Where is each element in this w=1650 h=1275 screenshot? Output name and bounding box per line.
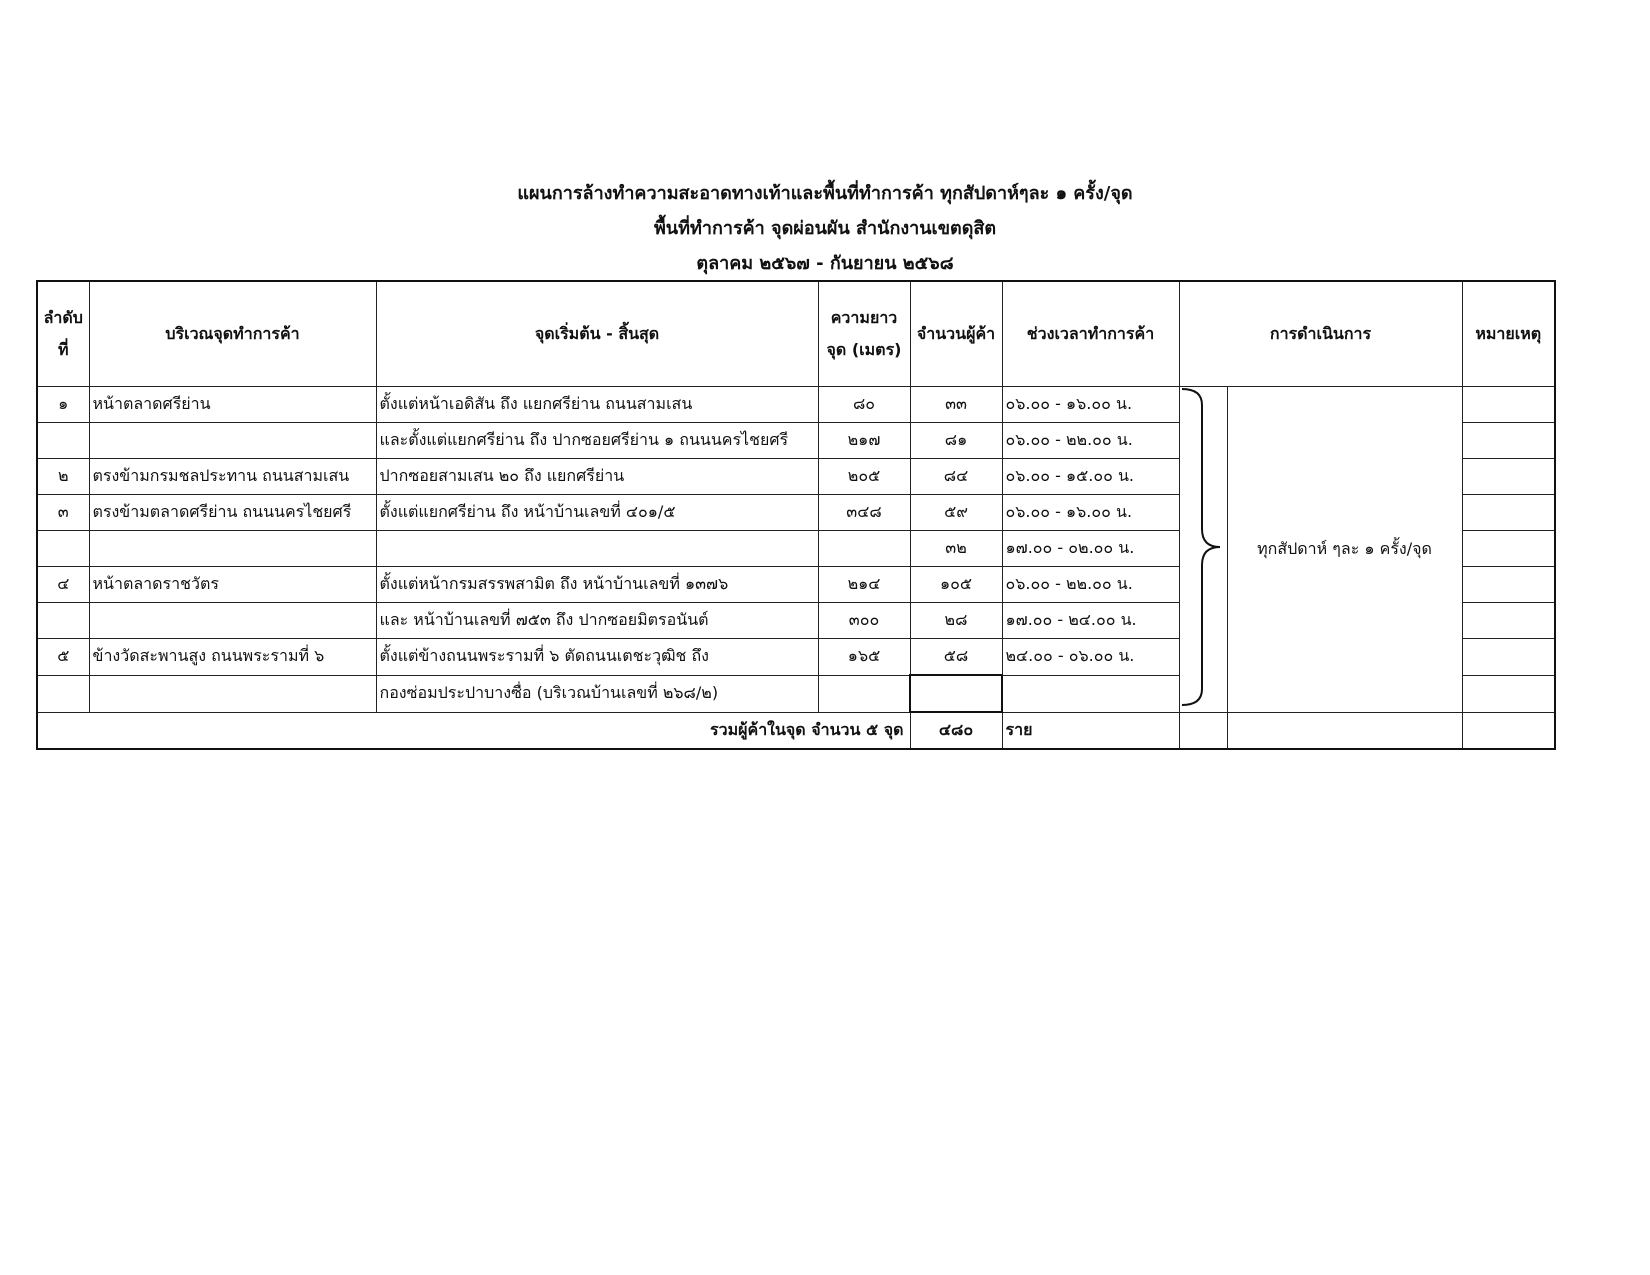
row-area	[89, 423, 376, 459]
row-vendors: ๘๔	[910, 459, 1002, 495]
row-no: ๔	[37, 567, 89, 603]
row-time: ๑๗.๐๐ - ๒๔.๐๐ น.	[1002, 603, 1179, 639]
row-area	[89, 675, 376, 712]
total-empty-cell	[1179, 712, 1227, 749]
row-vendors: ๘๑	[910, 423, 1002, 459]
row-area: หน้าตลาดราชวัตร	[89, 567, 376, 603]
header-length: ความยาวจุด (เมตร)	[818, 281, 910, 387]
row-remark	[1462, 531, 1555, 567]
row-length: ๒๐๕	[818, 459, 910, 495]
document-title-block	[0, 176, 1650, 281]
row-remark	[1462, 423, 1555, 459]
total-empty-cell	[1462, 712, 1555, 749]
total-row	[37, 712, 1555, 749]
total-unit: ราย	[1002, 712, 1179, 749]
row-range: ตั้งแต่แยกศรีย่าน ถึง หน้าบ้านเลขที่ ๔๐๑/๕	[376, 495, 818, 531]
row-area: หน้าตลาดศรีย่าน	[89, 387, 376, 423]
cleaning-plan-table	[36, 280, 1556, 750]
row-vendors: ๒๘	[910, 603, 1002, 639]
row-range: และตั้งแต่แยกศรีย่าน ถึง ปากซอยศรีย่าน ๑ ถนนนครไชยศรี	[376, 423, 818, 459]
title-line-1: แผนการล้างทำความสะอาดทางเท้าและพื้นที่ทำการค้า ทุกสัปดาห์ๆละ ๑ ครั้ง/จุด	[517, 183, 1133, 204]
title-line-2: พื้นที่ทำการค้า จุดผ่อนผัน สำนักงานเขตดุสิต	[653, 218, 997, 239]
row-area: ตรงข้ามตลาดศรีย่าน ถนนนครไชยศรี	[89, 495, 376, 531]
row-no	[37, 675, 89, 712]
row-remark	[1462, 603, 1555, 639]
total-empty-cell	[1227, 712, 1462, 749]
row-no: ๕	[37, 639, 89, 676]
row-no: ๒	[37, 459, 89, 495]
header-row	[37, 281, 1555, 387]
row-vendors: ๑๐๕	[910, 567, 1002, 603]
row-no	[37, 423, 89, 459]
row-time: ๐๖.๐๐ - ๑๕.๐๐ น.	[1002, 459, 1179, 495]
row-range	[376, 531, 818, 567]
curly-brace-icon	[1180, 387, 1228, 707]
row-time: ๒๔.๐๐ - ๐๖.๐๐ น.	[1002, 639, 1179, 676]
row-vendors: ๕๙	[910, 495, 1002, 531]
header-vendors: จำนวนผู้ค้า	[910, 281, 1002, 387]
total-value: ๔๘๐	[910, 712, 1002, 749]
row-time: ๑๗.๐๐ - ๐๒.๐๐ น.	[1002, 531, 1179, 567]
row-remark	[1462, 675, 1555, 712]
brace-cell	[1179, 387, 1227, 713]
header-action: การดำเนินการ	[1179, 281, 1462, 387]
row-vendors: ๕๘	[910, 639, 1002, 676]
row-time: ๐๖.๐๐ - ๒๒.๐๐ น.	[1002, 567, 1179, 603]
row-length	[818, 675, 910, 712]
header-remark: หมายเหตุ	[1462, 281, 1555, 387]
row-length: ๒๑๗	[818, 423, 910, 459]
row-vendors: ๓๓	[910, 387, 1002, 423]
row-time: ๐๖.๐๐ - ๑๖.๐๐ น.	[1002, 387, 1179, 423]
row-range: ตั้งแต่หน้ากรมสรรพสามิต ถึง หน้าบ้านเลขที่ ๑๓๗๖	[376, 567, 818, 603]
row-length: ๒๑๔	[818, 567, 910, 603]
row-area	[89, 531, 376, 567]
row-no	[37, 531, 89, 567]
row-length: ๑๖๕	[818, 639, 910, 676]
row-time: ๐๖.๐๐ - ๑๖.๐๐ น.	[1002, 495, 1179, 531]
row-remark	[1462, 459, 1555, 495]
row-length: ๓๐๐	[818, 603, 910, 639]
table-row	[37, 387, 1555, 423]
row-area	[89, 603, 376, 639]
row-length: ๘๐	[818, 387, 910, 423]
row-no	[37, 603, 89, 639]
header-area: บริเวณจุดทำการค้า	[89, 281, 376, 387]
row-no: ๓	[37, 495, 89, 531]
total-label: รวมผู้ค้าในจุด จำนวน ๕ จุด	[37, 712, 910, 749]
row-remark	[1462, 567, 1555, 603]
header-time: ช่วงเวลาทำการค้า	[1002, 281, 1179, 387]
title-line-3: ตุลาคม ๒๕๖๗ - กันยายน ๒๕๖๘	[696, 253, 954, 274]
row-range: และ หน้าบ้านเลขที่ ๗๕๓ ถึง ปากซอยมิตรอนันต์	[376, 603, 818, 639]
row-range: กองซ่อมประปาบางซื่อ (บริเวณบ้านเลขที่ ๒๖๘/๒)	[376, 675, 818, 712]
row-no: ๑	[37, 387, 89, 423]
row-range: ตั้งแต่ข้างถนนพระรามที่ ๖ ตัดถนนเตชะวุฒิช ถึง	[376, 639, 818, 676]
row-area: ตรงข้ามกรมชลประทาน ถนนสามเสน	[89, 459, 376, 495]
row-time	[1002, 675, 1179, 712]
row-vendors	[910, 675, 1002, 712]
action-frequency: ทุกสัปดาห์ ๆละ ๑ ครั้ง/จุด	[1227, 387, 1462, 713]
row-length: ๓๔๘	[818, 495, 910, 531]
row-remark	[1462, 639, 1555, 676]
header-no: ลำดับที่	[37, 281, 89, 387]
row-remark	[1462, 387, 1555, 423]
header-range: จุดเริ่มต้น - สิ้นสุด	[376, 281, 818, 387]
row-time: ๐๖.๐๐ - ๒๒.๐๐ น.	[1002, 423, 1179, 459]
row-range: ปากซอยสามเสน ๒๐ ถึง แยกศรีย่าน	[376, 459, 818, 495]
row-range: ตั้งแต่หน้าเอดิสัน ถึง แยกศรีย่าน ถนนสามเสน	[376, 387, 818, 423]
row-vendors: ๓๒	[910, 531, 1002, 567]
row-remark	[1462, 495, 1555, 531]
row-area: ข้างวัดสะพานสูง ถนนพระรามที่ ๖	[89, 639, 376, 676]
row-length	[818, 531, 910, 567]
